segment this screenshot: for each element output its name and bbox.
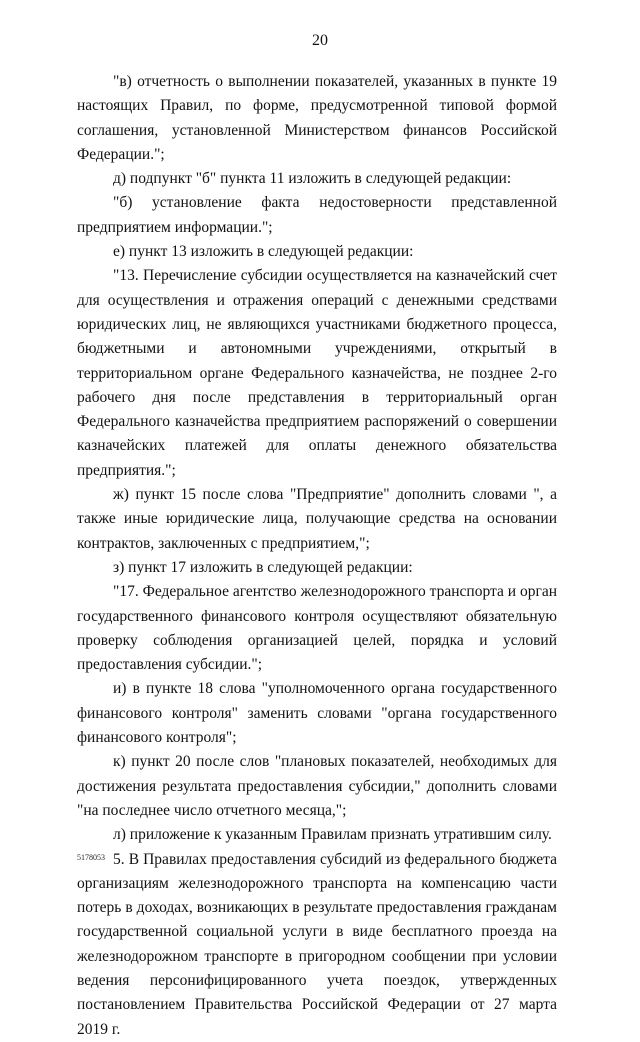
paragraph-item-e: е) пункт 13 изложить в следующей редакции: <box>113 243 414 261</box>
paragraph-item-b-text: "б) установление факта недостоверности представленной предприятием информации."; <box>77 194 557 236</box>
paragraph-section-5: 5. В Правилах предоставления субсидий из федерального бюджета организациям железнодорожного транспорта на компенсацию части потерь в доходах, возникающих в результате предоставления гражданам государственной социальной услуги в виде бесплатного проезда на железнодорожном транспорте в пригородном сообщении при условии ведения персонифицированного учета поездок, утвержденных постановлением Правительства Российской Федерации от 27 марта 2019 г. <box>77 850 557 1038</box>
page-number: 20 <box>312 32 328 49</box>
paragraph-point-17-text: "17. Федеральное агентство железнодорожного транспорта и орган государственного финансового контроля осуществляют обязательную проверку соблюдения организацией целей, порядка и условий предоставления субсидии."; <box>77 583 557 674</box>
paragraph-item-zh: ж) пункт 15 после слова "Предприятие" дополнить словами ", а также иные юридические лица, получающие средства на основании контрактов, заключенных с предприятием,"; <box>77 486 557 552</box>
paragraph-item-k: к) пункт 20 после слов "плановых показателей, необходимых для достижения результата предоставления субсидии," дополнить словами "на последнее число отчетного месяца,"; <box>77 753 557 819</box>
paragraph-item-d: д) подпункт "б" пункта 11 изложить в следующей редакции: <box>113 170 512 188</box>
paragraph-item-l: л) приложение к указанным Правилам признать утратившим силу. <box>113 826 552 844</box>
document-code: 5178053 <box>77 853 105 862</box>
paragraph-item-i: и) в пункте 18 слова "уполномоченного органа государственного финансового контроля" заменить словами "органа государственного финансового контроля"; <box>77 680 557 747</box>
document-body <box>77 70 557 1042</box>
paragraph-item-z: з) пункт 17 изложить в следующей редакции: <box>113 558 413 576</box>
paragraph-point-13-text: "13. Перечисление субсидии осуществляется на казначейский счет для осуществления и отражения операций с денежными средствами юридических лиц, не являющихся участниками бюджетного процесса, бюджетными и автономными учреждениями, открытый в территориальном органе Федерального казначейства, не позднее 2-го рабочего дня после представления в территориальный орган Федерального казначейства предприятием распоряжений о совершении казначейских платежей для оплаты денежного обязательства предприятия."; <box>77 267 557 479</box>
paragraph-item-v-reporting: "в) отчетность о выполнении показателей, указанных в пункте 19 настоящих Правил, по форме, предусмотренной типовой формой соглашения, установленной Министерством финансов Российской Федерации."; <box>77 73 557 163</box>
